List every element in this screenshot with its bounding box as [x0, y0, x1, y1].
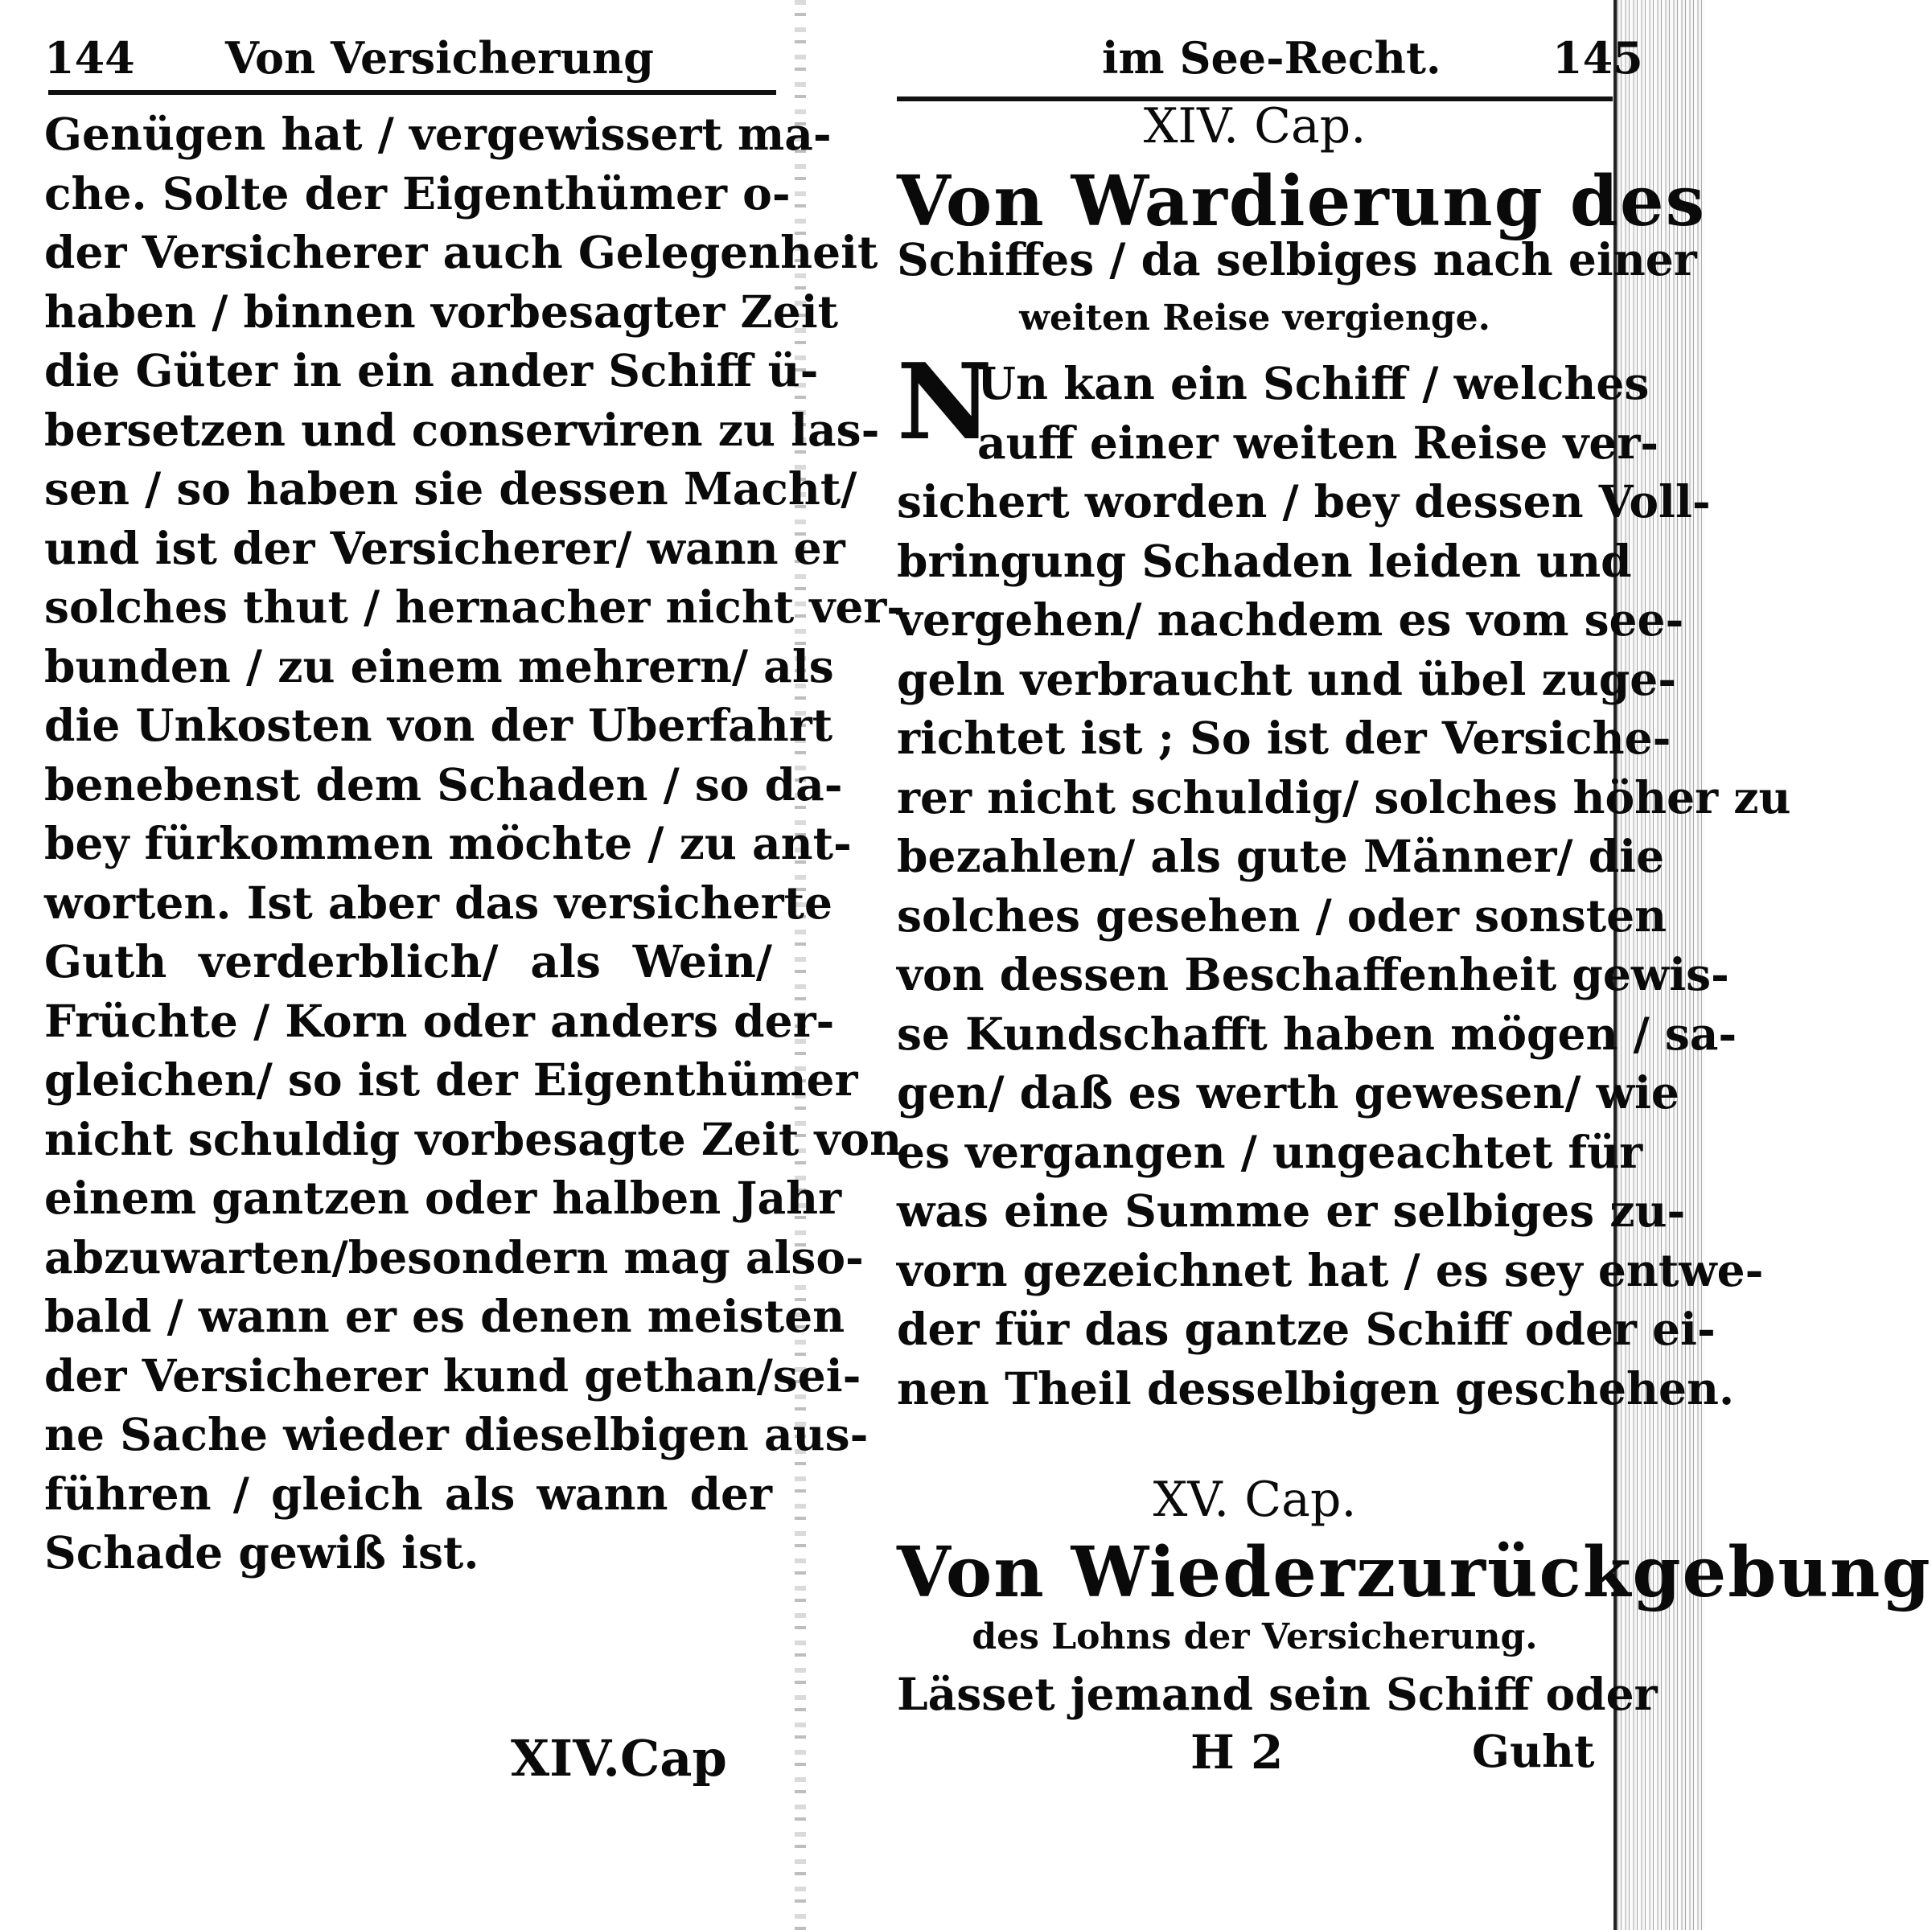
text-line: bringung Schaden leiden und: [897, 534, 1632, 587]
text-line: bezahlen/ als gute Männer/ die: [897, 830, 1665, 882]
text-line: se Kundschafft haben mögen / sa-: [897, 1007, 1737, 1060]
chapter-14-label: XIV. Cap.: [1143, 98, 1367, 154]
right-page: [877, 0, 1932, 1930]
text-line: von dessen Beschaffenheit gewis-: [897, 948, 1729, 1000]
chapter-15-label: XV. Cap.: [1153, 1472, 1357, 1528]
text-line: es vergangen / ungeachtet für: [897, 1125, 1643, 1178]
text-line: vergehen/ nachdem es vom see-: [897, 593, 1684, 646]
text-line: geln verbraucht und übel zuge-: [897, 652, 1677, 705]
text-line: der Versicherer kund gethan/sei-: [44, 1349, 861, 1402]
text-line: auff einer weiten Reise ver-: [977, 416, 1659, 469]
text-line: Schade gewiß ist.: [44, 1526, 479, 1579]
text-line: gleichen/ so ist der Eigenthümer: [44, 1053, 858, 1106]
text-line: haben / binnen vorbesagter Zeit: [44, 285, 838, 338]
left-catchword: XIV.Cap: [511, 1729, 727, 1788]
text-line: der für das gantze Schiff oder ei-: [897, 1303, 1716, 1355]
text-line: nicht schuldig vorbesagte Zeit von: [44, 1112, 902, 1165]
text-line: Früchte / Korn oder anders der-: [44, 994, 835, 1047]
text-line: solches thut / hernacher nicht ver-: [44, 581, 906, 633]
text-line: führen / gleich als wann der: [44, 1467, 772, 1520]
left-head-rule: [48, 90, 776, 95]
left-page-number: 144: [44, 32, 135, 84]
left-running-title: Von Versicherung: [225, 32, 654, 84]
signature-mark: H 2: [1190, 1725, 1284, 1780]
left-page: [0, 0, 906, 1930]
text-line: sen / so haben sie dessen Macht/: [44, 462, 857, 515]
chapter-14-subtitle: Schiffes / da selbiges nach einer: [897, 233, 1697, 285]
text-line: nen Theil desselbigen geschehen.: [897, 1361, 1735, 1415]
text-line: benebenst dem Schaden / so da-: [44, 758, 843, 811]
chapter-15-subtitle: des Lohns der Versicherung.: [972, 1616, 1538, 1657]
right-running-title: im See-Recht.: [1102, 32, 1441, 84]
right-catchword: Guht: [1472, 1725, 1595, 1777]
text-line: bersetzen und conserviren zu las-: [44, 403, 880, 456]
text-line: rer nicht schuldig/ solches höher zu: [897, 770, 1791, 823]
chapter-15-title: Von Wiederzurückgebung: [897, 1532, 1932, 1613]
right-page-number: 145: [1552, 32, 1643, 84]
text-line: solches gesehen / oder sonsten: [897, 889, 1667, 942]
chapter-14-subtitle-2: weiten Reise vergienge.: [1019, 298, 1490, 339]
text-line: ne Sache wieder dieselbigen aus-: [44, 1408, 869, 1460]
text-line: bald / wann er es denen meisten: [44, 1290, 845, 1342]
text-line: die Unkosten von der Uberfahrt: [44, 699, 833, 751]
text-line: gen/ daß es werth gewesen/ wie: [897, 1066, 1679, 1119]
chapter-14-body: [897, 340, 1791, 1418]
text-line: bunden / zu einem mehrern/ als: [44, 639, 834, 692]
text-line: worten. Ist aber das versicherte: [44, 876, 832, 929]
text-line: die Güter in ein ander Schiff ü-: [44, 344, 819, 396]
text-line: der Versicherer auch Gelegenheit: [44, 226, 878, 278]
text-line: richtet ist ; So ist der Versiche-: [897, 712, 1671, 764]
left-running-head: [44, 32, 776, 88]
text-line: sichert worden / bey dessen Voll-: [897, 475, 1711, 528]
text-line: Guth verderblich/ als Wein/: [44, 935, 772, 988]
drop-cap: N: [897, 340, 993, 463]
text-line: abzuwarten/besondern mag also-: [44, 1230, 864, 1283]
text-line: che. Solte der Eigenthümer o-: [44, 166, 791, 220]
right-running-head: [877, 32, 1643, 88]
chapter-14-title: Von Wardierung des: [897, 161, 1707, 242]
text-line: Un kan ein Schiff / welches: [977, 357, 1650, 409]
text-line: bey fürkommen möchte / zu ant-: [44, 817, 852, 869]
text-line: einem gantzen oder halben Jahr: [44, 1172, 842, 1224]
text-line: Genügen hat / vergewissert ma-: [44, 108, 832, 160]
text-line: was eine Summe er selbiges zu-: [897, 1185, 1686, 1237]
text-line: Lässet jemand sein Schiff oder: [897, 1668, 1658, 1720]
chapter-15-body: [897, 1665, 1658, 1724]
text-line: vorn gezeichnet hat / es sey entwe-: [897, 1243, 1764, 1296]
text-line: und ist der Versicherer/ wann er: [44, 521, 845, 574]
left-body-text: [44, 105, 906, 1583]
